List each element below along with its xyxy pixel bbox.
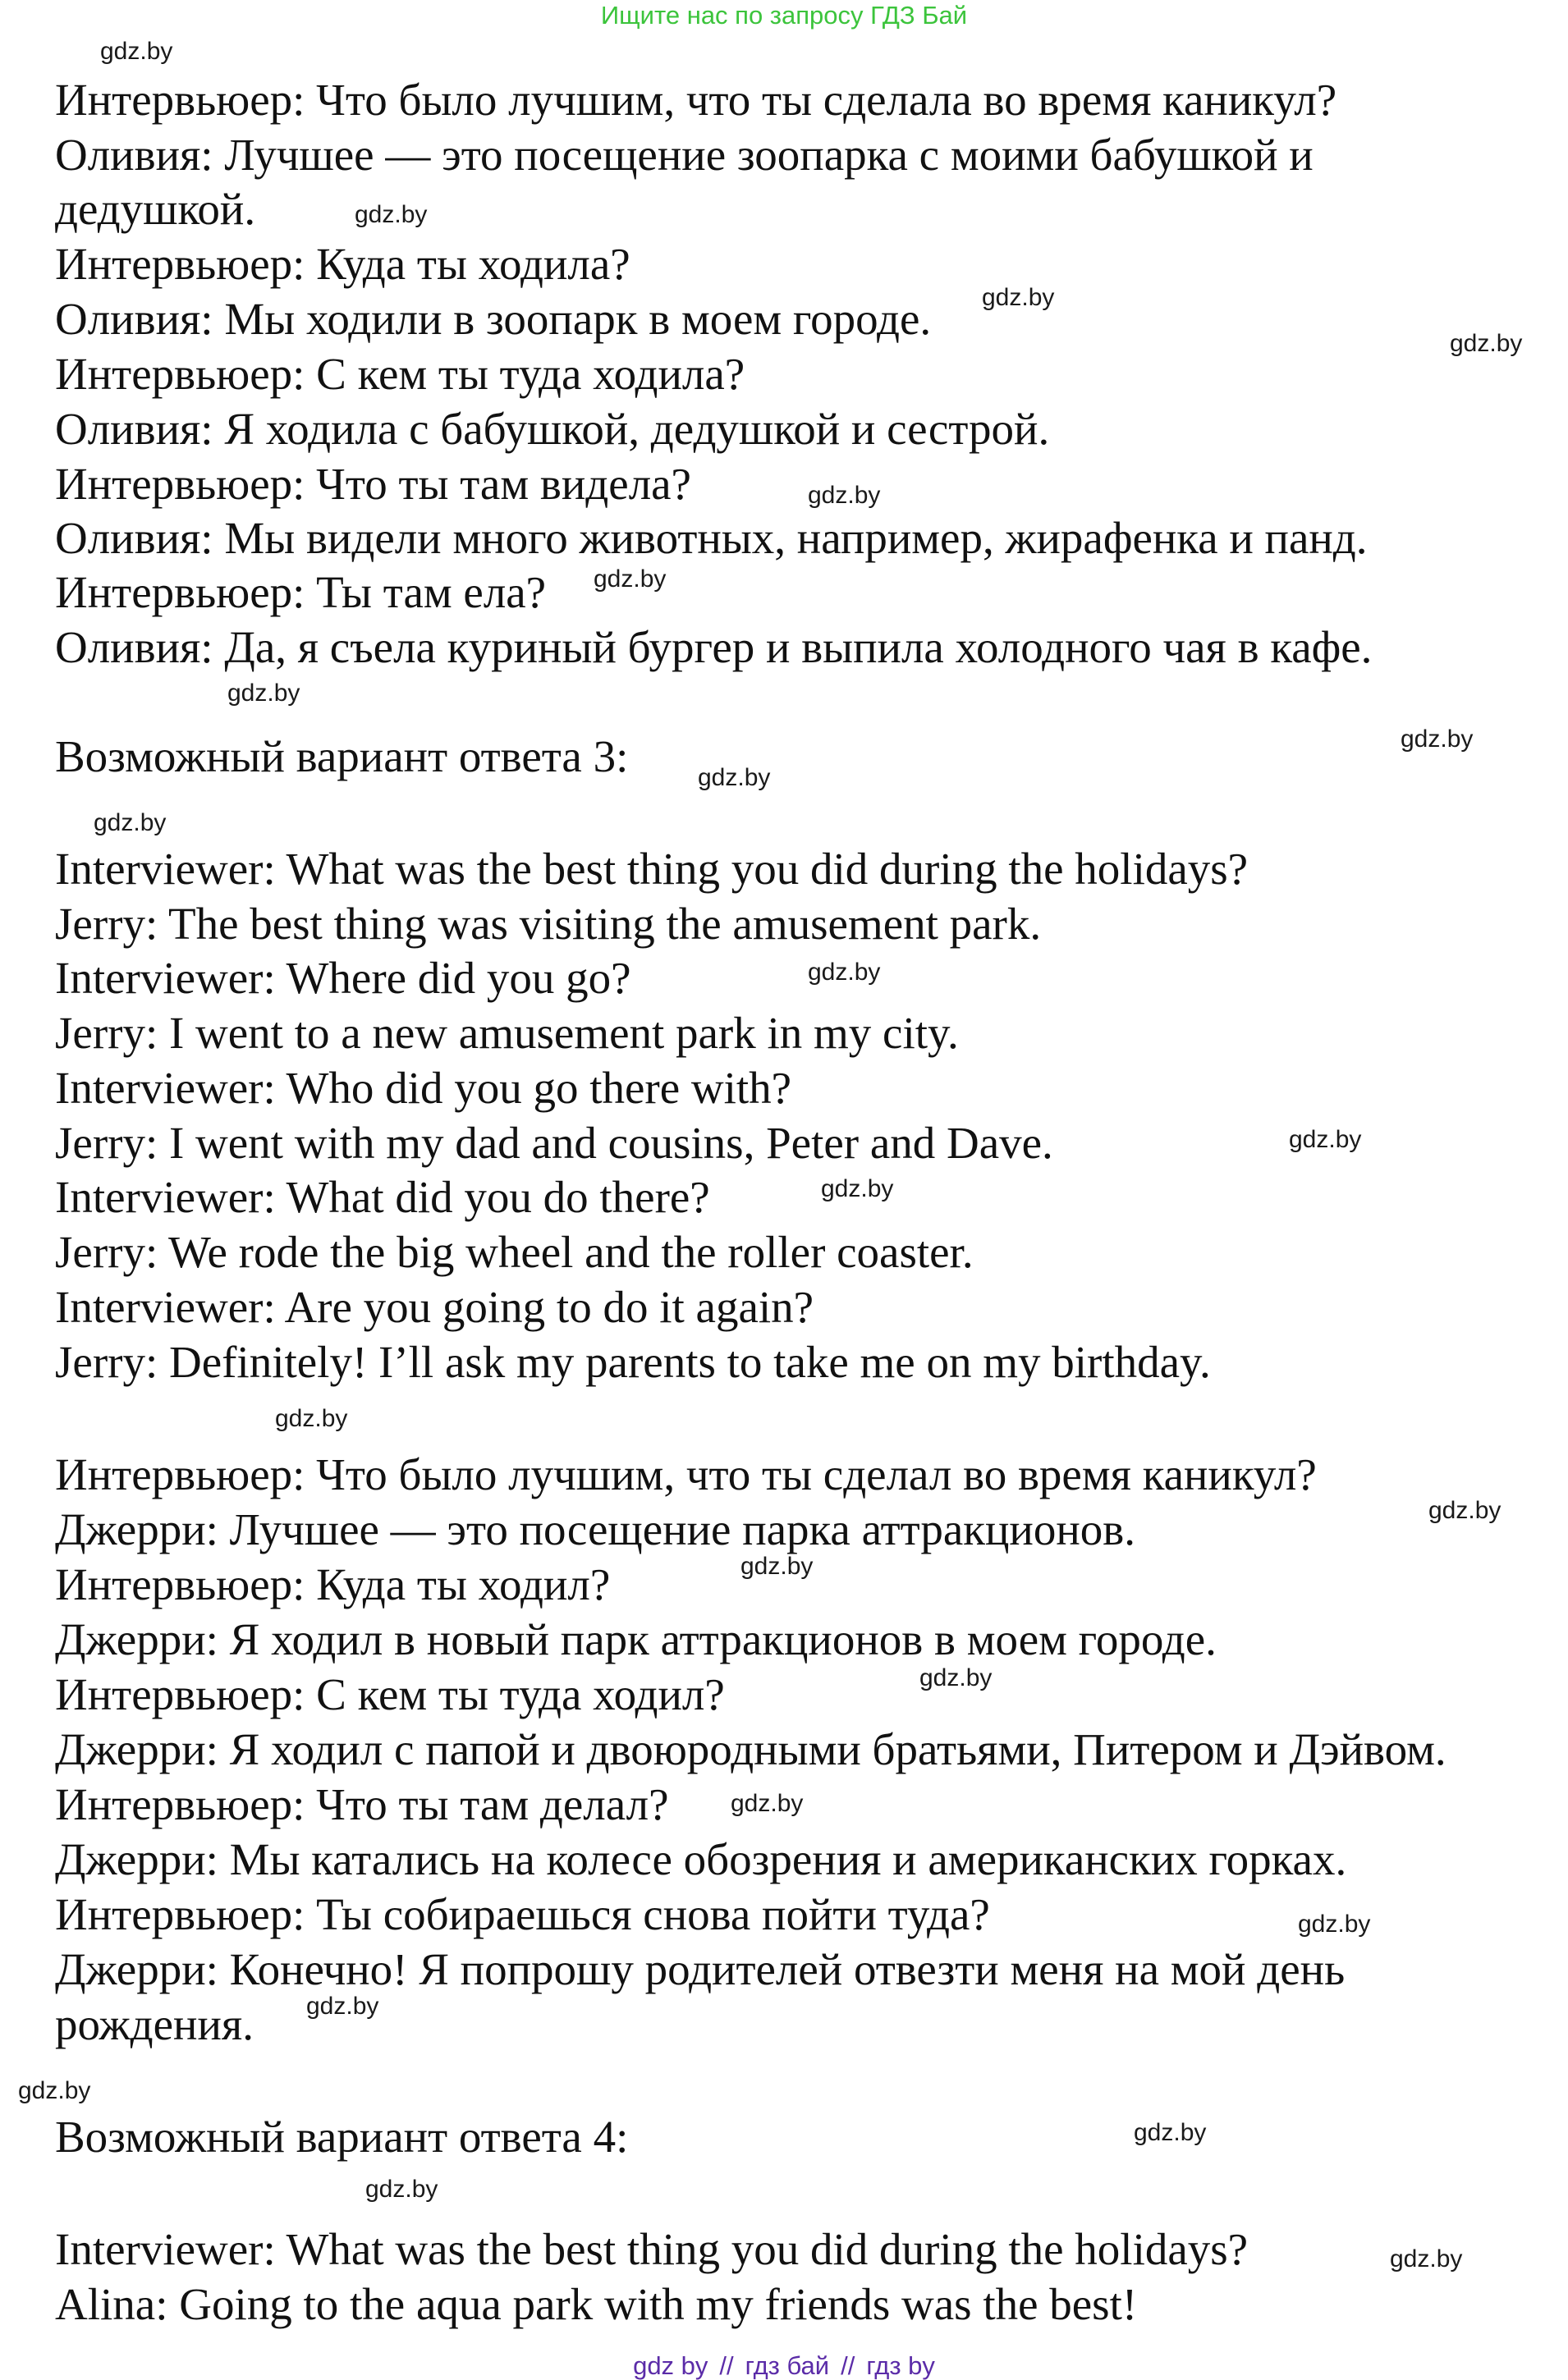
dialogue-line: Интервьюер: Ты собираешься снова пойти туда? [55,1889,990,1939]
watermark: gdz.by [1134,2119,1207,2146]
dialogue-line: Джерри: Я ходил с папой и двоюродными братьями, Питером и Дэйвом. [55,1724,1447,1774]
watermark: gdz.by [821,1175,894,1202]
footer-links [0,2351,1568,2380]
watermark: gdz.by [227,680,300,707]
dialogue-line: Интервьюер: Куда ты ходил? [55,1559,611,1609]
watermark: gdz.by [982,284,1055,311]
dialogue-line: Джерри: Лучшее — это посещение парка аттракционов. [55,1504,1135,1554]
dialogue-line: рождения. [55,1999,254,2049]
dialogue-line: Интервьюер: Что ты там видела? [55,459,691,509]
dialogue-line: Jerry: I went to a new amusement park in my city. [55,1008,959,1058]
dialogue-line: Интервьюер: Что ты там делал? [55,1779,669,1829]
watermark: gdz.by [365,2176,438,2203]
dialogue-line: Interviewer: Who did you go there with? [55,1063,792,1113]
dialogue-line: Интервьюер: С кем ты туда ходил? [55,1669,725,1719]
dialogue-line: дедушкой. [55,184,256,234]
dialogue-line: Jerry: We rode the big wheel and the roller coaster. [55,1227,974,1277]
watermark: gdz.by [18,2077,91,2104]
dialogue-line: Джерри: Мы катались на колесе обозрения и американских горках. [55,1834,1347,1884]
dialogue-line: Interviewer: What was the best thing you did during the holidays? [55,844,1249,894]
watermark: gdz.by [1289,1126,1362,1153]
section-heading-4: Возможный вариант ответа 4: [55,2112,629,2162]
watermark: gdz.by [94,809,167,836]
watermark: gdz.by [1390,2245,1463,2272]
dialogue-line: Интервьюер: Что было лучшим, что ты сделала во время каникул? [55,75,1337,125]
dialogue-line: Оливия: Я ходила с бабушкой, дедушкой и сестрой. [55,404,1050,454]
footer-separator: // [719,2351,734,2380]
dialogue-line: Джерри: Я ходил в новый парк аттракционов в моем городе. [55,1614,1217,1664]
dialogue-line: Оливия: Мы видели много животных, например, жирафенка и панд. [55,513,1368,563]
dialogue-line: Интервьюер: Куда ты ходила? [55,239,630,289]
watermark: gdz.by [275,1405,348,1432]
dialogue-line: Интервьюер: Что было лучшим, что ты сделал во время каникул? [55,1449,1317,1499]
dialogue-line: Alina: Going to the aqua park with my friends was the best! [55,2279,1138,2329]
dialogue-line: Interviewer: Are you going to do it again? [55,1282,814,1332]
dialogue-line: Jerry: The best thing was visiting the amusement park. [55,899,1042,949]
watermark: gdz.by [740,1553,814,1580]
watermark: gdz.by [698,764,771,791]
watermark: gdz.by [1401,725,1474,753]
watermark: gdz.by [808,959,881,986]
footer-link-gdz-by-cyr[interactable]: гдз by [866,2351,935,2380]
section-heading-3: Возможный вариант ответа 3: [55,731,629,781]
dialogue-line: Интервьюер: Ты там ела? [55,567,547,617]
dialogue-line: Джерри: Конечно! Я попрошу родителей отвезти меня на мой день [55,1944,1346,1994]
dialogue-line: Interviewer: What did you do there? [55,1172,710,1222]
watermark: gdz.by [1298,1911,1371,1938]
watermark: gdz.by [355,201,428,228]
watermark: gdz.by [1428,1497,1502,1524]
watermark: gdz.by [1450,330,1523,357]
watermark: gdz.by [100,38,173,65]
dialogue-line: Interviewer: Where did you go? [55,953,631,1003]
dialogue-line: Jerry: I went with my dad and cousins, Peter and Dave. [55,1118,1053,1168]
footer-link-gdz-bai[interactable]: гдз бай [745,2351,830,2380]
dialogue-line: Jerry: Definitely! I’ll ask my parents to take me on my birthday. [55,1337,1211,1387]
dialogue-line: Interviewer: What was the best thing you did during the holidays? [55,2224,1249,2274]
watermark: gdz.by [808,482,881,509]
dialogue-line: Оливия: Да, я съела куриный бургер и выпила холодного чая в кафе. [55,622,1373,672]
watermark: gdz.by [306,1993,379,2020]
watermark: gdz.by [731,1790,804,1817]
watermark: gdz.by [594,565,667,593]
dialogue-line: Интервьюер: С кем ты туда ходила? [55,349,745,399]
footer-link-gdz-by[interactable]: gdz by [633,2351,708,2380]
footer-separator: // [841,2351,855,2380]
dialogue-line: Оливия: Мы ходили в зоопарк в моем городе. [55,294,932,344]
dialogue-line: Оливия: Лучшее — это посещение зоопарка с моими бабушкой и [55,130,1314,180]
search-hint-link[interactable]: Ищите нас по запросу ГДЗ Бай [600,1,968,30]
watermark: gdz.by [919,1664,993,1691]
